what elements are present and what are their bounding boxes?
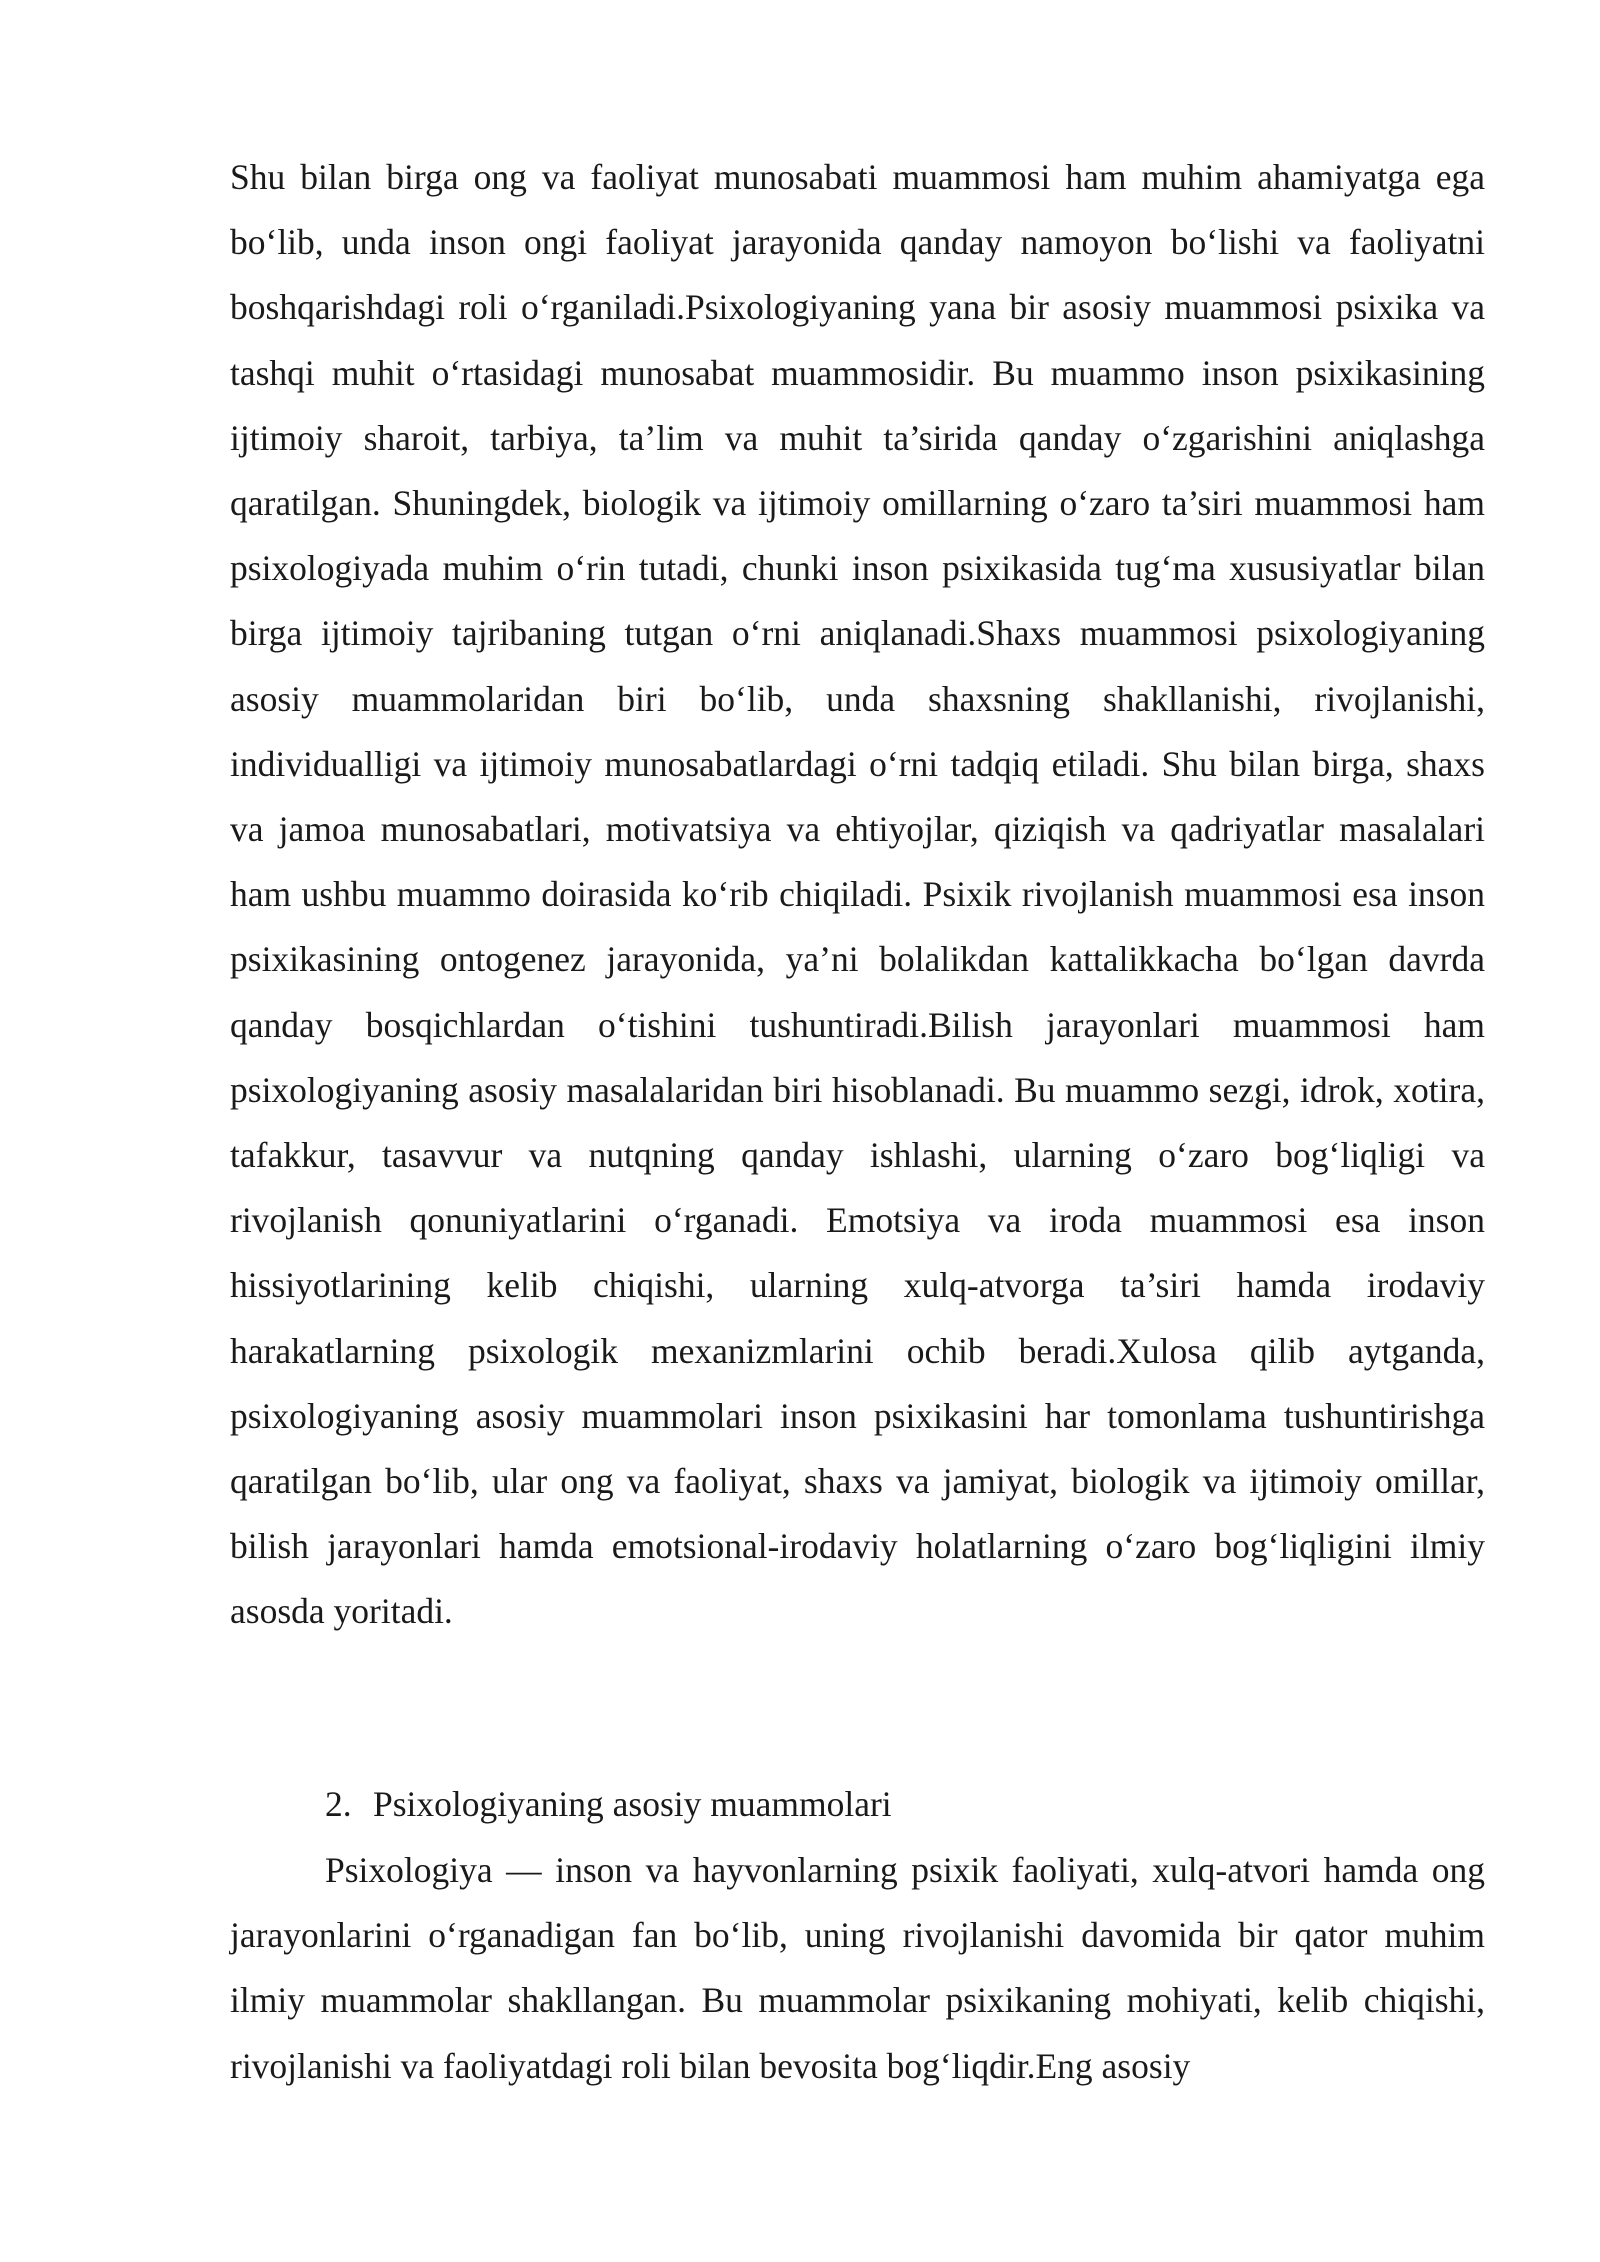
- body-paragraph: Psixologiya — inson va hayvonlarning psixik faoliyati, xulq-atvori hamda ong jarayonlarini o‘rganadigan fan bo‘lib, uning rivojlanishi davomida bir qator muhim ilmiy muammolar shakllangan. Bu muammolar psixikaning mohiyati, kelib chiqishi, rivojlanishi va faoliyatdagi roli bilan bevosita bog‘liqdir.Eng asosiy: [230, 1850, 1485, 2086]
- section-heading: [325, 1772, 892, 1837]
- body-paragraph: Shu bilan birga ong va faoliyat munosabati muammosi ham muhim ahamiyatga ega bo‘lib, unda inson ongi faoliyat jarayonida qanday namoyon bo‘lishi va faoliyatni boshqarishdagi roli o‘rganiladi.Psixologiyaning yana bir asosiy muammosi psixika va tashqi muhit o‘rtasidagi munosabat muammosidir. Bu muammo inson psixikasining ijtimoiy sharoit, tarbiya, ta’lim va muhit ta’sirida qanday o‘zgarishini aniqlashga qaratilgan. Shuningdek, biologik va ijtimoiy omillarning o‘zaro ta’siri muammosi ham psixologiyada muhim o‘rin tutadi, chunki inson psixikasida tug‘ma xususiyatlar bilan birga ijtimoiy tajribaning tutgan o‘rni aniqlanadi.Shaxs muammosi psixologiyaning asosiy muammolaridan biri bo‘lib, unda shaxsning shakllanishi, rivojlanishi, individualligi va ijtimoiy munosabatlardagi o‘rni tadqiq etiladi. Shu bilan birga, shaxs va jamoa munosabatlari, motivatsiya va ehtiyojlar, qiziqish va qadriyatlar masalalari ham ushbu muammo doirasida ko‘rib chiqiladi. Psixik rivojlanish muammosi esa inson psixikasining ontogenez jarayonida, ya’ni bolalikdan kattalikkacha bo‘lgan davrda qanday bosqichlardan o‘tishini tushuntiradi.Bilish jarayonlari muammosi ham psixologiyaning asosiy masalalaridan biri hisoblanadi. Bu muammo sezgi, idrok, xotira, tafakkur, tasavvur va nutqning qanday ishlashi, ularning o‘zaro bog‘liqligi va rivojlanish qonuniyatlarini o‘rganadi. Emotsiya va iroda muammosi esa inson hissiyotlarining kelib chiqishi, ularning xulq-atvorga ta’siri hamda irodaviy harakatlarning psixologik mexanizmlarini ochib beradi.Xulosa qilib aytganda, psixologiyaning asosiy muammolari inson psixikasini har tomonlama tushuntirishga qaratilgan bo‘lib, ular ong va faoliyat, shaxs va jamiyat, biologik va ijtimoiy omillar, bilish jarayonlari hamda emotsional-irodaviy holatlarning o‘zaro bog‘liqligini ilmiy asosda yoritadi.: [230, 157, 1485, 1632]
- section-number: 2.: [325, 1784, 352, 1824]
- section-title: Psixologiyaning asosiy muammolari: [373, 1784, 892, 1824]
